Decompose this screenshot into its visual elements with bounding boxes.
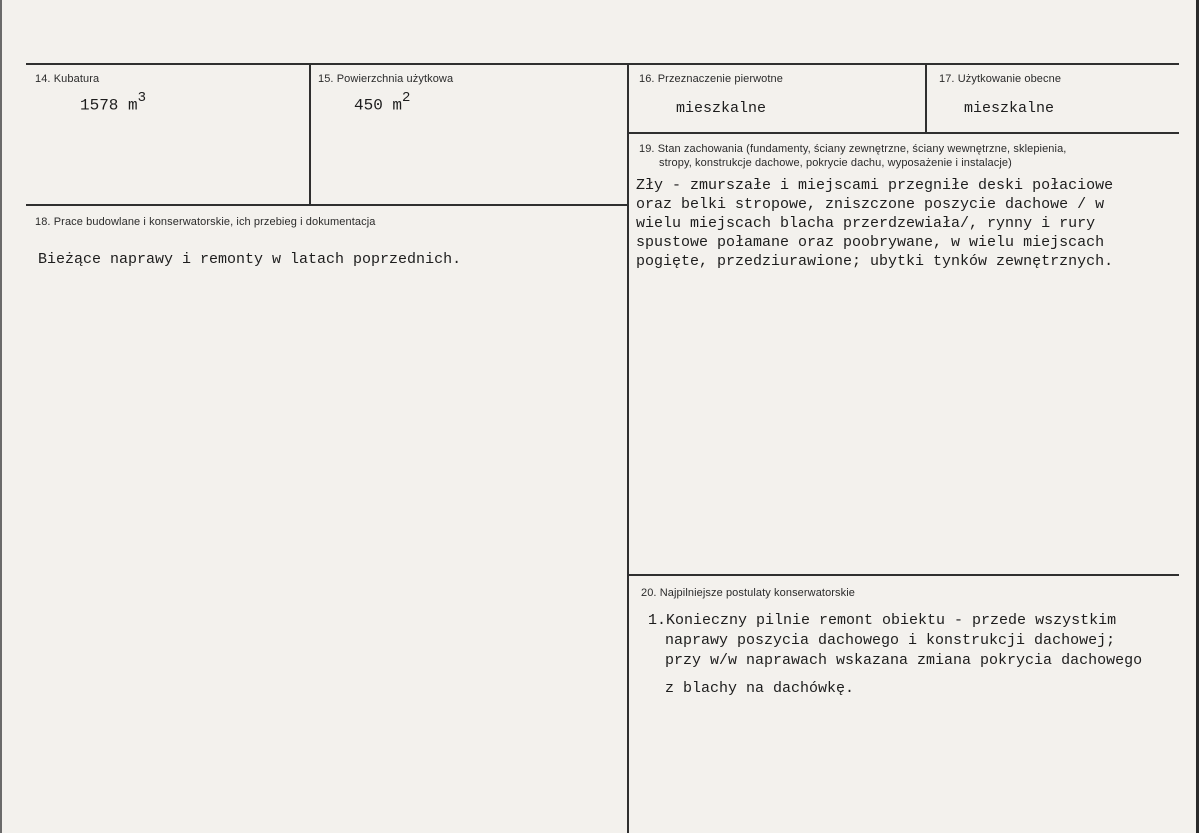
field-19-text (636, 176, 1113, 271)
divider-main (627, 63, 629, 833)
divider-16-17 (925, 63, 927, 134)
kubatura-exponent: 3 (137, 90, 147, 106)
kubatura-number: 1578 (80, 96, 119, 115)
stan-line: oraz belki stropowe, zniszczone poszycie dachowe / w (636, 196, 1105, 213)
field-20-text (648, 611, 1142, 699)
field-14-label: 14. Kubatura (35, 73, 100, 85)
field-17-label: 17. Użytkowanie obecne (939, 73, 1062, 85)
rule-row1-left (26, 204, 628, 206)
field-19-label-line1: 19. Stan zachowania (fundamenty, ściany zewnętrzne, ściany wewnętrzne, sklepienia, (639, 143, 1067, 155)
stan-line: Zły - zmurszałe i miejscami przegniłe deski połaciowe (636, 177, 1114, 194)
postulat-line: 1.Konieczny pilnie remont obiektu - przede wszystkim (648, 612, 1117, 629)
field-20-label: 20. Najpilniejsze postulaty konserwatorskie (641, 587, 856, 599)
field-16-label: 16. Przeznaczenie pierwotne (639, 73, 783, 85)
postulat-line: przy w/w naprawach wskazana zmiana pokrycia dachowego (665, 652, 1143, 669)
field-14-value (80, 92, 146, 114)
stan-line: pogięte, przedziurawione; ubytki tynków zewnętrznych. (636, 253, 1114, 270)
top-rule (26, 63, 1179, 65)
field-15-value (354, 92, 410, 114)
field-16-value: mieszkalne (676, 100, 767, 117)
powierzchnia-unit: m (392, 96, 403, 115)
powierzchnia-number: 450 (354, 96, 383, 115)
rule-row1-right (628, 132, 1179, 134)
field-18-value: Bieżące naprawy i remonty w latach poprzednich. (38, 251, 462, 268)
field-18-label: 18. Prace budowlane i konserwatorskie, ich przebieg i dokumentacja (35, 216, 376, 228)
postulat-line: naprawy poszycia dachowego i konstrukcji dachowej; (665, 632, 1116, 649)
stan-line: spustowe połamane oraz poobrywane, w wielu miejscach (636, 234, 1105, 251)
stan-line: wielu miejscach blacha przerdzewiała/, rynny i rury (636, 215, 1096, 232)
postulat-line: z blachy na dachówkę. (665, 680, 855, 697)
divider-14-15 (309, 63, 311, 206)
field-19-label-line2: stropy, konstrukcje dachowe, pokrycie dachu, wyposażenie i instalacje) (659, 157, 1012, 169)
kubatura-unit: m (128, 96, 138, 115)
field-17-value: mieszkalne (964, 100, 1055, 117)
field-15-label: 15. Powierzchnia użytkowa (318, 73, 454, 85)
powierzchnia-exponent: 2 (402, 90, 411, 106)
rule-row2-right (628, 574, 1179, 576)
